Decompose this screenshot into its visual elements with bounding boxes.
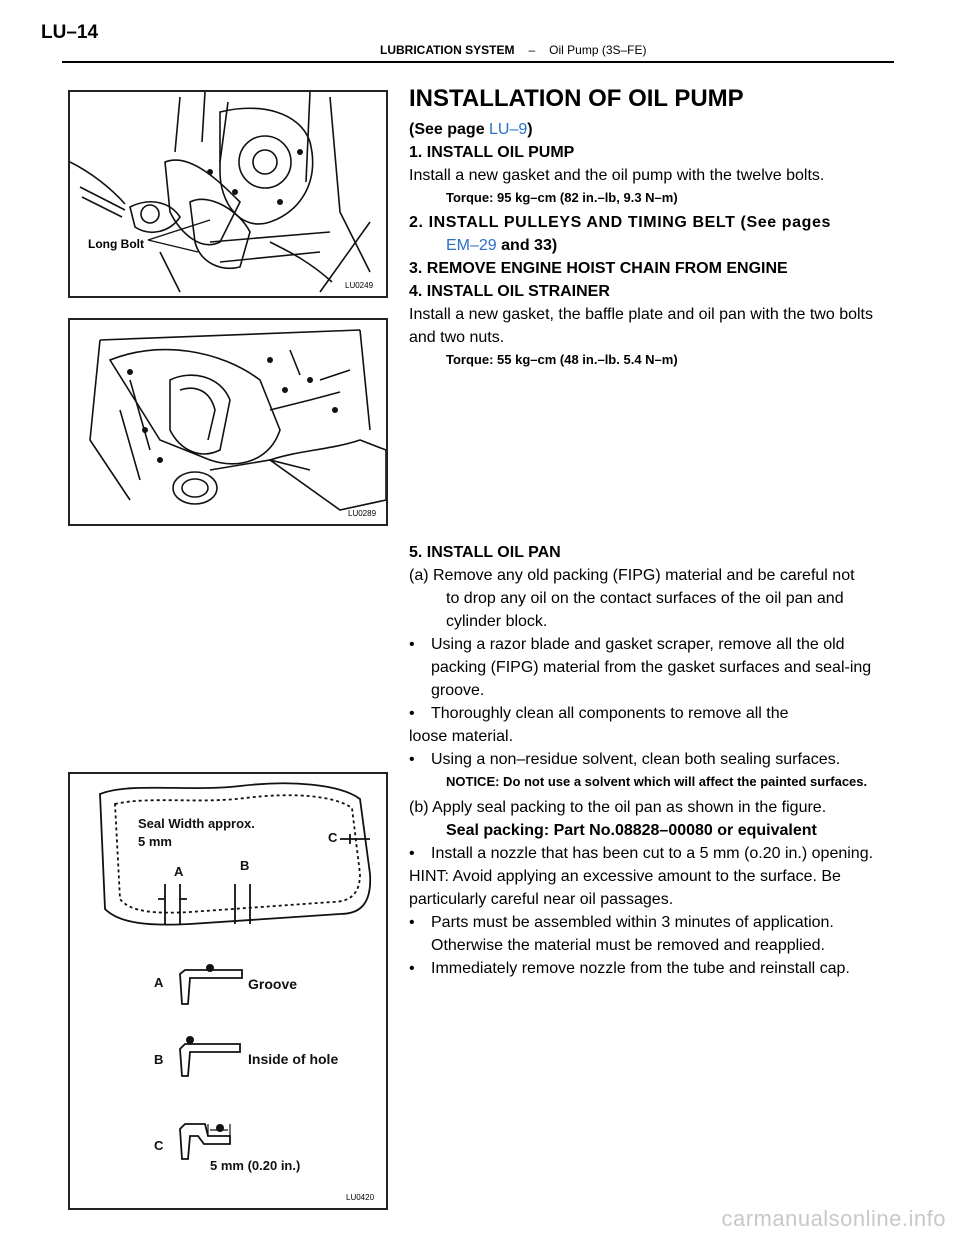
step4-heading: 4. INSTALL OIL STRAINER <box>409 283 610 300</box>
bullet-clean <box>409 702 889 725</box>
dimension-label: 5 mm (0.20 in.) <box>210 1158 301 1173</box>
bullet-glyph: • <box>409 914 415 931</box>
label-c: C <box>154 1138 164 1153</box>
bullet-text: Parts must be assembled within 3 minutes of application. Otherwise the material must be removed and reapplied. <box>431 914 834 954</box>
subsection-title: Oil Pump (3S–FE) <box>549 43 647 57</box>
figure-code: LU0249 <box>345 281 374 290</box>
oil-pump-illustration <box>70 92 386 296</box>
leader-line <box>148 220 210 240</box>
page-number: LU–14 <box>41 22 99 43</box>
section-title: LUBRICATION SYSTEM <box>380 43 515 57</box>
bullet-text: Using a razor blade and gasket scraper, remove all the old packing (FIPG) material from the gasket surfaces and seal-ing groove. <box>431 636 872 699</box>
see-page-suffix: ) <box>527 121 533 138</box>
seal-packing: Seal packing: Part No.08828–00080 or equivalent <box>446 822 817 839</box>
step5-heading: 5. INSTALL OIL PAN <box>409 544 561 561</box>
label-b: B <box>154 1052 164 1067</box>
bullet-glyph: • <box>409 751 415 768</box>
groove-label: Groove <box>248 976 298 992</box>
bullet-text: Thoroughly clean all components to remove all the <box>431 705 789 722</box>
step5a-rest: to drop any oil on the contact surfaces of the oil pan and cylinder block. <box>446 590 844 630</box>
step1-text: Install a new gasket and the oil pump with the twelve bolts. <box>409 167 825 184</box>
figure-seal-packing <box>68 772 388 1210</box>
label-b-top: B <box>240 858 250 873</box>
text-lower <box>409 541 889 980</box>
bullet-glyph: • <box>409 705 415 722</box>
bullet-glyph: • <box>409 960 415 977</box>
link-lu-9[interactable]: LU–9 <box>489 121 528 138</box>
step4-torque: Torque: 55 kg–cm (48 in.–lb. 5.4 N–m) <box>446 352 678 367</box>
step2-ref <box>409 234 889 257</box>
step2-heading <box>409 211 889 234</box>
label-a-top: A <box>174 864 184 879</box>
bullet-clean-cont: loose material. <box>409 728 514 745</box>
bullet-glyph: • <box>409 636 415 653</box>
step1-heading: 1. INSTALL OIL PUMP <box>409 144 575 161</box>
watermark: carmanualsonline.info <box>721 1206 946 1231</box>
oil-strainer-illustration <box>70 320 386 524</box>
bullet-text: Immediately remove nozzle from the tube and reinstall cap. <box>431 960 850 977</box>
see-page-ref <box>409 118 889 141</box>
text-upper <box>409 84 889 371</box>
figure-code: LU0289 <box>348 509 377 518</box>
step2-heading-text: 2. INSTALL PULLEYS AND TIMING BELT (See pages <box>409 214 832 231</box>
bullet-razor-blade <box>409 633 889 702</box>
bullet-nozzle <box>409 842 889 865</box>
step4-text: Install a new gasket, the baffle plate and oil pan with the two bolts and two nuts. <box>409 306 873 346</box>
link-em-29[interactable]: EM–29 <box>446 237 497 254</box>
step5b: (b) Apply seal packing to the oil pan as shown in the figure. <box>409 799 827 816</box>
long-bolt-label: Long Bolt <box>88 237 144 251</box>
seal-packing-illustration <box>70 774 386 1208</box>
step2-suffix: and 33) <box>496 237 558 254</box>
bullet-text: Using a non–residue solvent, clean both sealing surfaces. <box>431 751 841 768</box>
notice: NOTICE: Do not use a solvent which will affect the painted surfaces. <box>446 774 868 789</box>
bullet-solvent <box>409 748 889 771</box>
figure-oil-strainer <box>68 318 388 526</box>
label-a: A <box>154 975 164 990</box>
bullet-remove-nozzle <box>409 957 889 980</box>
header-title <box>380 43 647 57</box>
header-rule <box>62 61 894 63</box>
step5a-first: (a) Remove any old packing (FIPG) material and be careful not <box>409 567 855 584</box>
header-separator: – <box>528 43 536 57</box>
step1-torque: Torque: 95 kg–cm (82 in.–lb, 9.3 N–m) <box>446 190 678 205</box>
seal-width-label: Seal Width approx. <box>138 816 255 831</box>
step3-heading: 3. REMOVE ENGINE HOIST CHAIN FROM ENGINE <box>409 260 788 277</box>
label-c-top: C <box>328 830 338 845</box>
inside-hole-label: Inside of hole <box>248 1051 339 1067</box>
figure-code: LU0420 <box>346 1193 375 1202</box>
figure-oil-pump-install <box>68 90 388 298</box>
hint: HINT: Avoid applying an excessive amount to the surface. Be particularly careful near oil passages. <box>409 868 841 908</box>
seal-width-value: 5 mm <box>138 834 172 849</box>
bullet-assemble <box>409 911 889 957</box>
bullet-text: Install a nozzle that has been cut to a 5 mm (o.20 in.) opening. <box>431 845 874 862</box>
see-page-prefix: (See page <box>409 121 490 138</box>
page-title: INSTALLATION OF OIL PUMP <box>409 85 744 112</box>
page-header <box>0 0 960 70</box>
bullet-glyph: • <box>409 845 415 862</box>
